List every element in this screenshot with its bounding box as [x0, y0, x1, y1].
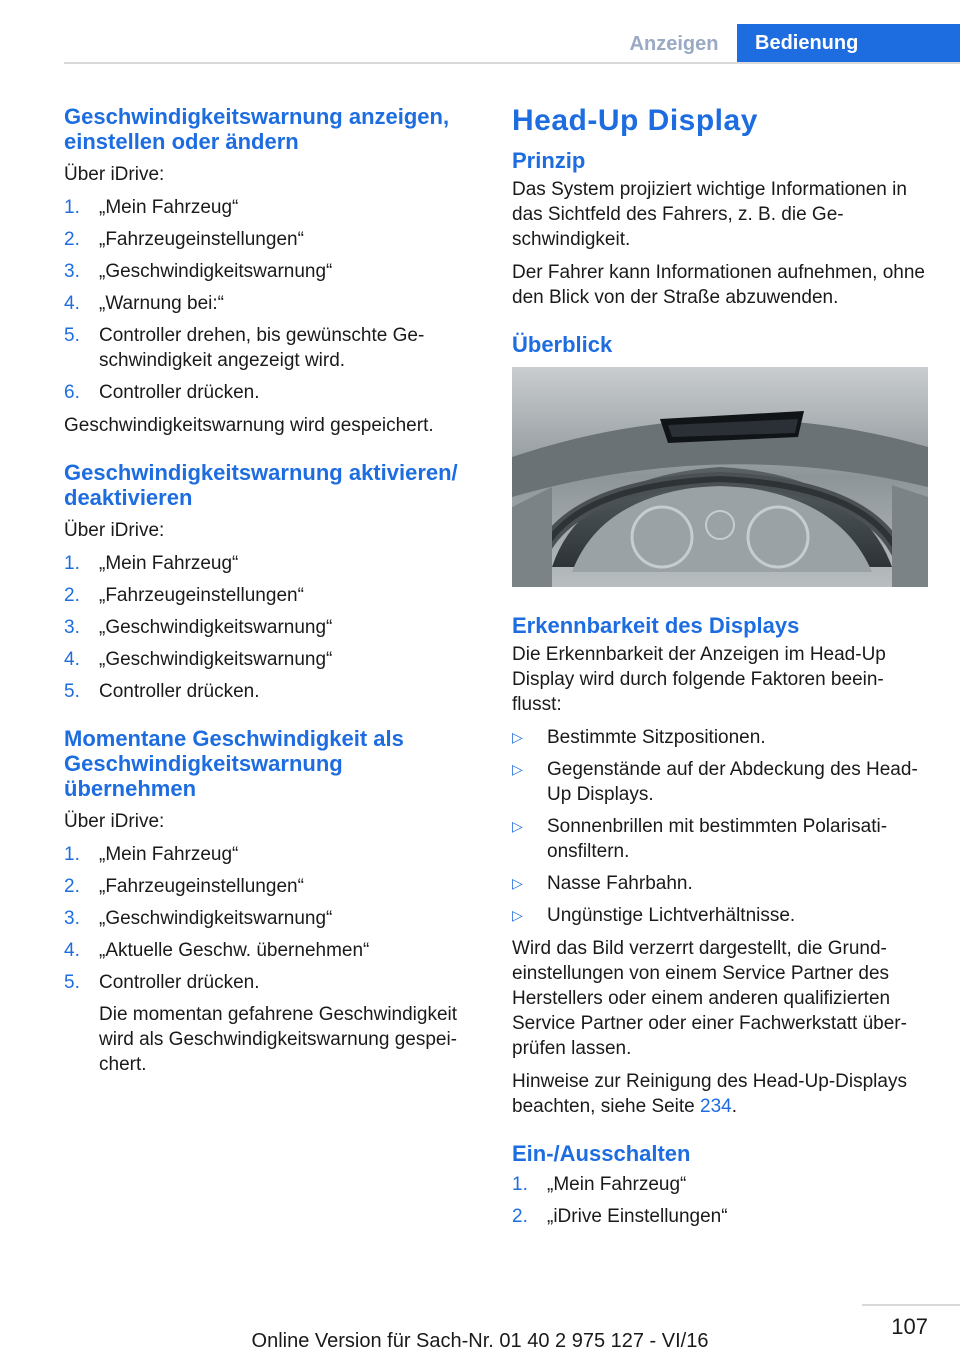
footer-divider	[862, 1304, 960, 1306]
result-text: Geschwindigkeitswarnung wird gespeichert.	[64, 415, 434, 436]
section-title-aktivieren: Geschwindigkeitswarnung aktivieren/ deaktivieren	[64, 460, 458, 510]
section-title-anzeigen-einstellen: Geschwindigkeitswarnung anzeigen, einstellen oder ändern	[64, 104, 450, 154]
list-item: 1. „Mein Fahrzeug“	[64, 197, 239, 218]
list-item: 2. „Fahrzeugeinstellungen“	[64, 585, 304, 606]
head-up-display-photo	[512, 367, 928, 587]
list-item: 3. „Geschwindigkeitswarnung“	[64, 261, 333, 282]
tab-bedienung[interactable]: Bedienung	[737, 24, 960, 62]
intro-text: Über iDrive:	[64, 520, 165, 541]
section-title-prinzip: Prinzip	[512, 148, 586, 173]
list-item: 1. „Mein Fahrzeug“	[64, 844, 239, 865]
header-divider	[64, 62, 960, 64]
list-item: 4. „Aktuelle Geschw. übernehmen“	[64, 940, 370, 961]
list-item: 4. „Warnung bei:“	[64, 293, 224, 314]
tab-anzeigen[interactable]: Anzeigen	[629, 33, 719, 55]
page-reference-link[interactable]: 234	[700, 1096, 732, 1117]
right-column	[512, 104, 928, 1237]
list-item: ▷ Sonnenbrillen mit bestimmten Polarisati‐ onsfiltern.	[512, 816, 888, 862]
section-title-erkennbarkeit: Erkennbarkeit des Displays	[512, 613, 800, 638]
list-item: ▷ Bestimmte Sitzpositionen.	[512, 727, 766, 748]
list-item: 5. Controller drücken.	[64, 681, 260, 702]
list-item: 5. Controller drücken. Die momentan gefahrene Geschwindigkeit wird als Geschwindigkeitswarnung gespei‐ chert.	[64, 970, 476, 1077]
section-title-ein-ausschalten: Ein-/Ausschalten	[512, 1141, 691, 1166]
intro-text: Über iDrive:	[64, 811, 165, 832]
paragraph: Das System projiziert wichtige Informationen in das Sichtfeld des Fahrers, z. B. die Ge‐ schwindigkeit.	[512, 179, 907, 250]
list-item: 2. „iDrive Einstellungen“	[512, 1206, 728, 1227]
steps-list-einaus	[512, 1172, 928, 1229]
section-title-uebernehmen: Momentane Geschwindigkeit als Geschwindigkeitswarnung übernehmen	[64, 726, 404, 801]
steps-list-3	[64, 842, 476, 1077]
paragraph: Die Erkennbarkeit der Anzeigen im Head-Up Display wird durch folgende Faktoren beein‐ flusst:	[512, 644, 886, 715]
left-column	[64, 104, 476, 1085]
list-item: 2. „Fahrzeugeinstellungen“	[64, 229, 304, 250]
list-item: 1. „Mein Fahrzeug“	[512, 1174, 687, 1195]
paragraph: Wird das Bild verzerrt dargestellt, die Grund‐ einstellungen von einem Service Partner des Herstellers oder einem anderen qualifizierten Service Partner oder einer Fachwerkstatt über‐ prüfen lassen.	[512, 938, 907, 1059]
paragraph: Der Fahrer kann Informationen aufnehmen, ohne den Blick von der Straße abzuwenden.	[512, 262, 925, 308]
steps-list-1	[64, 195, 476, 405]
list-item: ▷ Nasse Fahrbahn.	[512, 873, 693, 894]
list-item: ▷ Gegenstände auf der Abdeckung des Head-Up Displays.	[512, 759, 918, 805]
list-item: 1. „Mein Fahrzeug“	[64, 553, 239, 574]
chapter-title: Head-Up Display	[512, 104, 758, 137]
section-title-ueberblick: Überblick	[512, 332, 613, 357]
list-item: 3. „Geschwindigkeitswarnung“	[64, 908, 333, 929]
steps-list-2	[64, 551, 476, 704]
list-item: 5. Controller drehen, bis gewünschte Ge‐ schwindigkeit angezeigt wird.	[64, 325, 425, 371]
list-item: 2. „Fahrzeugeinstellungen“	[64, 876, 304, 897]
list-item: 3. „Geschwindigkeitswarnung“	[64, 617, 333, 638]
paragraph: Hinweise zur Reinigung des Head-Up-Displays beachten, siehe Seite 234.	[512, 1071, 907, 1117]
page-number: 107	[891, 1314, 928, 1339]
footer-version-text: Online Version für Sach-Nr. 01 40 2 975 127 - VI/16	[251, 1330, 709, 1352]
list-item: ▷ Ungünstige Lichtverhältnisse.	[512, 905, 796, 926]
intro-text: Über iDrive:	[64, 164, 165, 185]
bullet-list	[512, 725, 928, 928]
list-item: 4. „Geschwindigkeitswarnung“	[64, 649, 333, 670]
step-note: Die momentan gefahrene Geschwindigkeit wird als Geschwindigkeitswarnung gespei‐ chert.	[99, 1004, 458, 1075]
list-item: 6. Controller drücken.	[64, 382, 260, 403]
